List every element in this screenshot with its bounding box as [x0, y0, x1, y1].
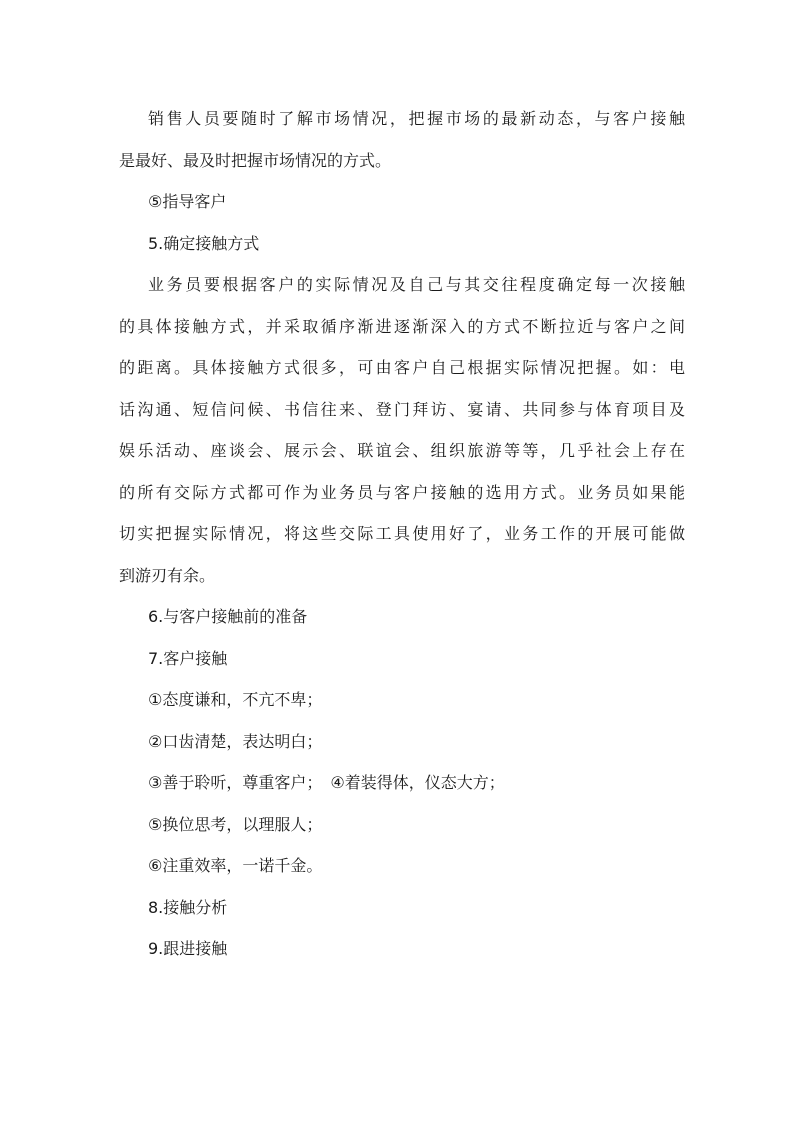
list-item: ⑤指导客户 — [148, 192, 227, 211]
section-heading: 8.接触分析 — [148, 898, 228, 917]
section-heading: 5.确定接触方式 — [148, 234, 260, 253]
paragraph-line: 切实把握实际情况，将这些交际工具使用好了，业务工作的开展可能做 — [119, 524, 685, 543]
list-item: ①态度谦和，不亢不卑； — [148, 690, 323, 709]
list-item: ②口齿清楚，表达明白； — [148, 732, 323, 751]
paragraph-line: 销售人员要随时了解市场情况，把握市场的最新动态，与客户接触 — [148, 109, 685, 128]
list-item: ⑤换位思考，以理服人； — [148, 815, 323, 834]
list-item: ⑥注重效率，一诺千金。 — [148, 856, 323, 875]
paragraph-line: 是最好、最及时把握市场情况的方式。 — [119, 151, 392, 170]
section-heading: 7.客户接触 — [148, 649, 228, 668]
list-item: ③善于聆听，尊重客户； ④着装得体，仪态大方； — [148, 773, 505, 792]
paragraph-line: 到游刃有余。 — [119, 566, 216, 585]
paragraph-line: 的具体接触方式，并采取循序渐进逐渐深入的方式不断拉近与客户之间 — [119, 317, 685, 336]
paragraph-line: 业务员要根据客户的实际情况及自己与其交往程度确定每一次接触 — [148, 275, 685, 294]
paragraph-line: 的所有交际方式都可作为业务员与客户接触的选用方式。业务员如果能 — [119, 483, 685, 502]
paragraph-line: 娱乐活动、座谈会、展示会、联谊会、组织旅游等等，几乎社会上存在 — [119, 441, 685, 460]
section-heading: 9.跟进接触 — [148, 939, 228, 958]
section-heading: 6.与客户接触前的准备 — [148, 607, 308, 626]
paragraph-line: 话沟通、短信问候、书信往来、登门拜访、宴请、共同参与体育项目及 — [119, 400, 685, 419]
paragraph-line: 的距离。具体接触方式很多，可由客户自己根据实际情况把握。如：电 — [119, 358, 685, 377]
